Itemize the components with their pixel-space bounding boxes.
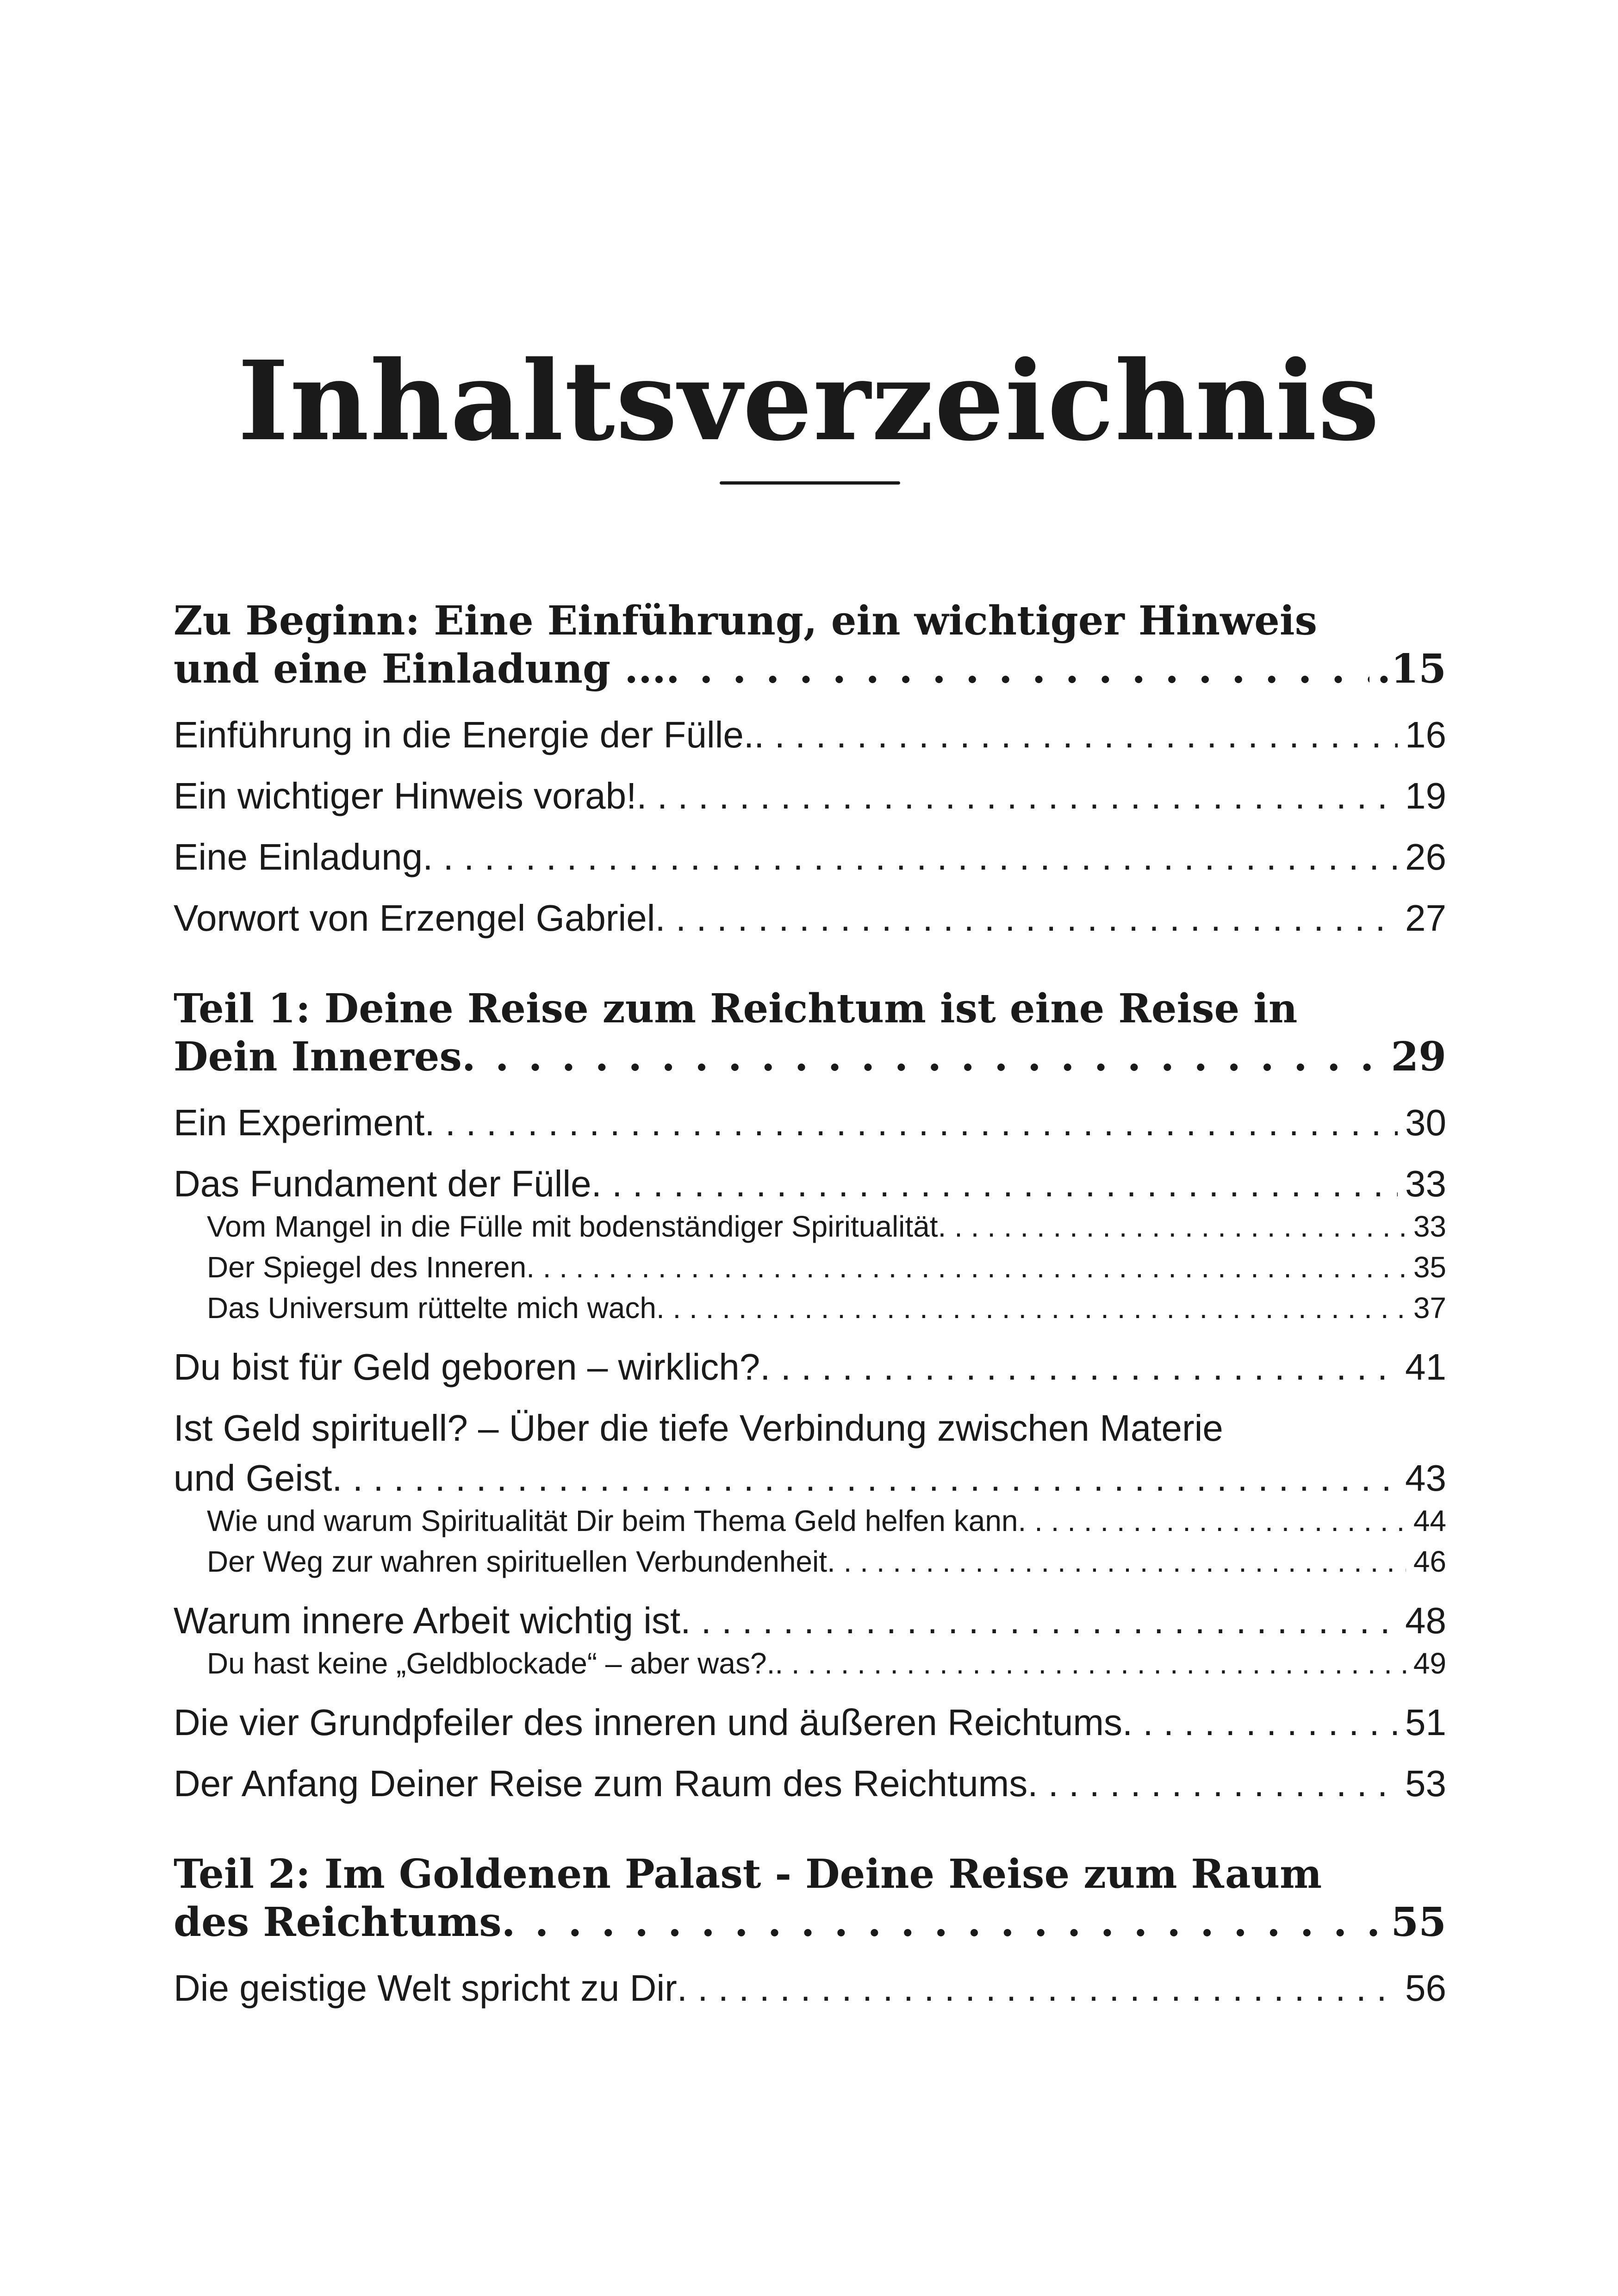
entry-title: Das Fundament der Fülle [174,1163,591,1204]
entry-title: Wie und warum Spiritualität Dir beim Thema Geld helfen kann [207,1504,1018,1537]
entry-title: Die geistige Welt spricht zu Dir [174,1967,677,2009]
page-number: 53 [1405,1763,1446,1804]
page-number: 19 [1405,775,1446,816]
dot-leader [680,1599,1398,1643]
dot-leader [827,1541,1406,1582]
page-number: 33 [1405,1163,1446,1204]
dot-leader [938,1206,1406,1247]
dot-leader [775,1643,1406,1684]
dot-leader [760,1345,1398,1389]
page-number: 30 [1405,1102,1446,1143]
page-number: 37 [1413,1291,1446,1325]
dot-leader [1122,1700,1398,1745]
toc-subentry[interactable] [174,1541,1446,1582]
dot-leader [332,1456,1398,1500]
part-title-line1: Zu Beginn: Eine Einführung, ein wichtiger Hinweis [174,597,1317,644]
part-title-line2 [174,645,1446,693]
page-number: 35 [1413,1251,1446,1284]
part-title-line2 [174,1033,1446,1081]
entry-title: Die vier Grundpfeiler des inneren und äußeren Reichtums [174,1702,1122,1743]
entry-title: Das Universum rüttelte mich wach [207,1291,656,1325]
page-number: 48 [1405,1600,1446,1641]
entry-title: Ein Experiment [174,1102,425,1143]
part-heading[interactable] [174,597,1446,693]
part-title-text: Dein Inneres [174,1033,462,1080]
entry-title: Du hast keine „Geldblockade“ – aber was?. [207,1647,775,1680]
toc-entry[interactable] [174,1599,1446,1643]
toc-entry[interactable] [174,774,1446,818]
entry-title: Der Spiegel des Inneren [207,1251,527,1284]
page-number: 41 [1405,1346,1446,1388]
dot-leader [636,774,1398,818]
toc-entry[interactable] [174,1101,1446,1145]
toc-entry[interactable] [174,1700,1446,1745]
toc-subentry[interactable] [174,1500,1446,1541]
part-title-line1: Teil 2: Im Goldenen Palast - Deine Reise zum Raum [174,1851,1322,1898]
dot-leader [424,1101,1398,1145]
title-divider [720,481,900,485]
toc-entry[interactable] [174,713,1446,757]
dot-leader [677,1966,1398,2010]
entry-title: Der Anfang Deiner Reise zum Raum des Reichtums [174,1763,1028,1804]
toc-entry[interactable] [174,835,1446,879]
toc-entry[interactable] [174,1162,1446,1206]
toc-entry[interactable] [174,1456,1446,1500]
entry-title-line1[interactable]: Ist Geld spirituell? – Über die tiefe Verbindung zwischen Materie [174,1407,1223,1449]
page-number: .15 [1377,646,1446,692]
dot-leader [462,1033,1383,1081]
page-number: 49 [1413,1647,1446,1680]
part-title-line1: Teil 1: Deine Reise zum Reichtum ist eine Reise in [174,985,1298,1032]
entry-title: Vorwort von Erzengel Gabriel [174,897,655,939]
toc-entry[interactable] [174,1761,1446,1806]
entry-title: Einführung in die Energie der Fülle. [174,714,754,755]
entry-title: und Geist [174,1457,332,1499]
toc-subentry[interactable] [174,1288,1446,1328]
toc-subentry[interactable] [174,1643,1446,1684]
page-number: 56 [1405,1967,1446,2009]
page-number: 27 [1405,897,1446,939]
toc-subentry[interactable] [174,1247,1446,1288]
entry-title: Ein wichtiger Hinweis vorab! [174,775,637,816]
page-number: 29 [1391,1033,1446,1080]
toc-entry[interactable] [174,896,1446,940]
page-number: 43 [1405,1457,1446,1499]
table-of-contents [174,597,1446,2010]
page-number: 51 [1405,1702,1446,1743]
part-title-text: und eine Einladung ... [174,646,666,692]
part-title-text: des Reichtums [174,1899,502,1946]
dot-leader [423,835,1398,879]
page-number: 55 [1391,1899,1446,1946]
part-title-line2 [174,1898,1446,1947]
dot-leader [666,645,1369,693]
entry-title: Warum innere Arbeit wichtig ist [174,1600,681,1641]
part-heading[interactable] [174,985,1446,1081]
page-number: 26 [1405,836,1446,877]
dot-leader [502,1898,1384,1947]
entry-title: Der Weg zur wahren spirituellen Verbundenheit [207,1545,828,1578]
toc-entry[interactable] [174,1966,1446,2010]
dot-leader [754,713,1398,757]
dot-leader [655,896,1398,940]
part-heading[interactable] [174,1850,1446,1947]
dot-leader [591,1162,1398,1206]
page-number: 16 [1405,714,1446,755]
page-number: 33 [1413,1210,1446,1243]
page-number: 46 [1413,1545,1446,1578]
page-number: 44 [1413,1504,1446,1537]
dot-leader [1018,1500,1406,1541]
page-title: Inhaltsverzeichnis [237,336,1381,466]
dot-leader [526,1247,1406,1288]
entry-title: Du bist für Geld geboren – wirklich? [174,1346,760,1388]
entry-title: Vom Mangel in die Fülle mit bodenständiger Spiritualität [207,1210,938,1243]
toc-subentry[interactable] [174,1206,1446,1247]
toc-entry[interactable] [174,1345,1446,1389]
dot-leader [1027,1761,1398,1806]
dot-leader [656,1288,1406,1328]
entry-title: Eine Einladung [174,836,423,877]
